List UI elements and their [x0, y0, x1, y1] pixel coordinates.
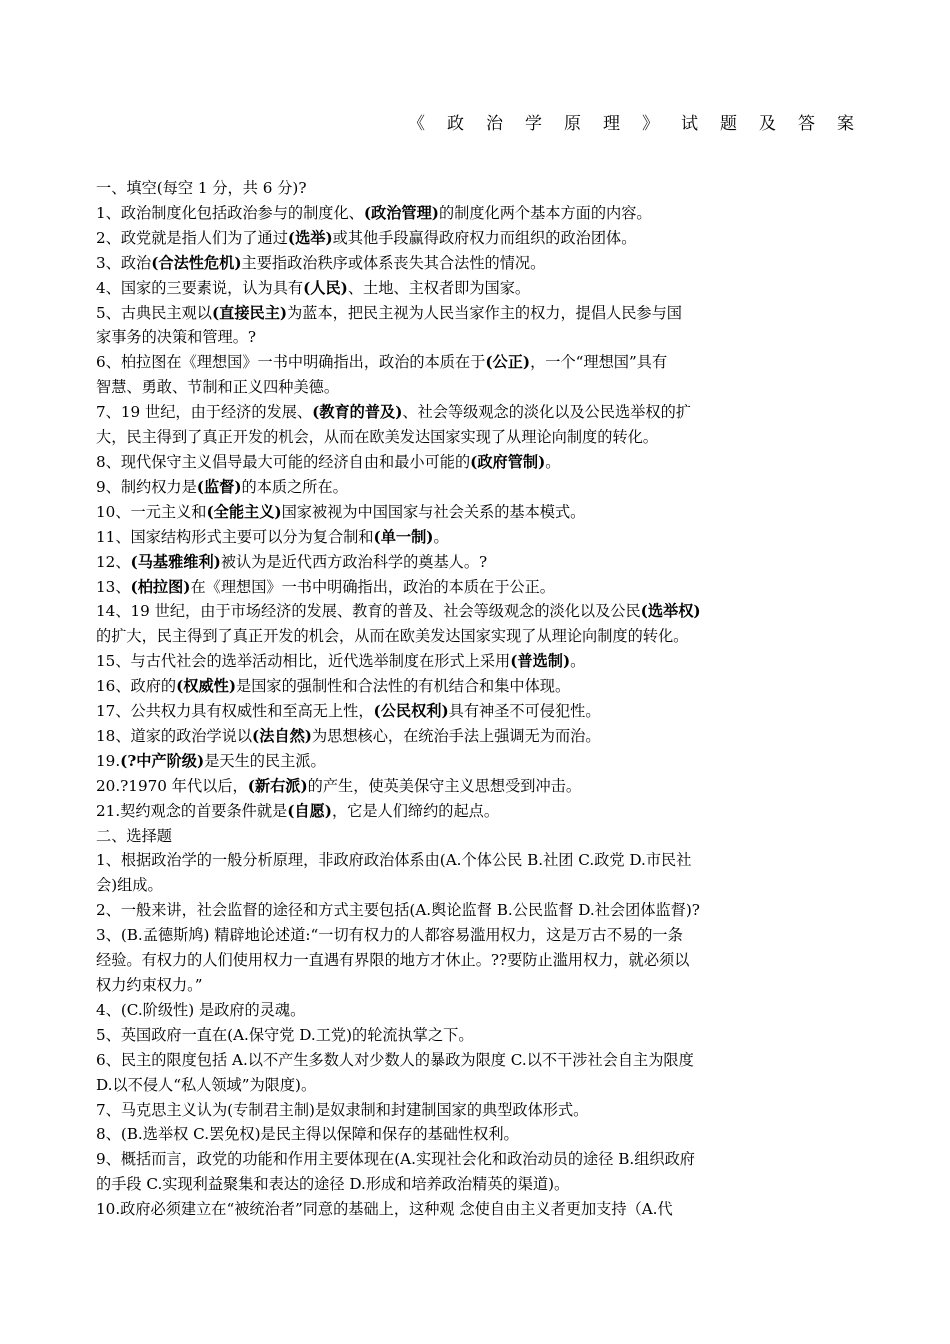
line-text: 为思想核心，在统治手法上强调无为而治。	[311, 726, 601, 745]
text-line	[96, 973, 854, 998]
text-line	[96, 251, 854, 276]
line-text: 的手段 C.实现利益聚集和表达的途径 D.形成和培养政治精英的渠道)。	[96, 1175, 570, 1194]
answer-text: (选举)	[287, 228, 333, 247]
line-text: 4、国家的三要素说，认为具有	[96, 278, 304, 297]
line-text: 6、民主的限度包括 A.以不产生多数人对少数人的暴政为限度 C.以不干涉社会自主为限度	[96, 1050, 694, 1069]
line-text: 。	[570, 652, 586, 671]
line-text: 大，民主得到了真正开发的机会，从而在欧美发达国家实现了从理论向制度的转化。	[96, 428, 658, 447]
answer-text: (权威性)	[176, 677, 237, 696]
line-text: 。	[433, 527, 449, 546]
answer-text: (人民)	[303, 278, 348, 297]
line-text: 11、国家结构形式主要可以分为复合制和	[96, 527, 374, 546]
answer-text: (政府管制)	[470, 452, 546, 471]
line-text: 1、政治制度化包括政治参与的制度化、	[96, 203, 364, 222]
line-text: 、社会等级观念的淡化以及公民选举权的扩	[402, 403, 691, 422]
answer-text: (全能主义)	[206, 502, 282, 521]
text-line	[96, 649, 854, 674]
text-line	[96, 375, 854, 400]
text-line	[96, 799, 854, 824]
line-text: D.以不侵人“私人领域”为限度)。	[96, 1075, 317, 1094]
text-line	[96, 201, 854, 226]
text-line	[96, 824, 854, 849]
text-line	[96, 599, 854, 624]
text-line	[96, 400, 854, 425]
line-text: 3、政治	[96, 253, 152, 272]
line-text: 1、根据政治学的一般分析原理，非政府政治体系由(A.个体公民 B.社团 C.政党 D.市民社	[96, 851, 692, 870]
text-line	[96, 350, 854, 375]
line-text: 2、一般来讲，社会监督的途径和方式主要包括(A.舆论监督 B.公民监督 D.社会团体监督)?	[96, 901, 700, 920]
answer-text: (法自然)	[252, 726, 312, 745]
line-text: 的扩大，民主得到了真正开发的机会，从而在欧美发达国家实现了从理论向制度的转化。	[96, 627, 689, 646]
answer-text: (?中产阶级)	[120, 751, 205, 770]
line-text: 国家被视为中国国家与社会关系的基本模式。	[281, 502, 586, 521]
answer-text: (公民权利)	[373, 702, 449, 721]
line-text: 为蓝本，把民主视为人民当家作主的权力，提倡人民参与国	[287, 303, 682, 322]
text-line	[96, 475, 854, 500]
text-line	[96, 550, 854, 575]
line-text: 智慧、勇敢、节制和正义四种美德。	[96, 378, 339, 397]
line-text: 经验。有权力的人们使用权力一直遇有界限的地方才休止。??要防止滥用权力，就必须以	[96, 951, 690, 970]
line-text: 13、	[96, 577, 131, 596]
line-text: 的制度化两个基本方面的内容。	[438, 203, 652, 222]
text-line	[96, 176, 854, 201]
text-line	[96, 1122, 854, 1147]
line-text: 8、(B.选举权 C.罢免权)是民主得以保障和保存的基础性权利。	[96, 1125, 519, 1144]
text-line	[96, 898, 854, 923]
line-text: 12、	[96, 552, 131, 571]
text-line	[96, 575, 854, 600]
line-text: 一、填空(每空 1 分，共 6 分)?	[96, 179, 307, 197]
answer-text: (教育的普及)	[312, 403, 403, 422]
text-line	[96, 425, 854, 450]
text-line	[96, 873, 854, 898]
line-text: 8、现代保守主义倡导最大可能的经济自由和最小可能的	[96, 452, 471, 471]
line-text: 9、概括而言，政党的功能和作用主要体现在(A.实现社会化和政治动员的途径 B.组织政府	[96, 1150, 695, 1169]
text-line	[96, 1172, 854, 1197]
text-line	[96, 923, 854, 948]
line-text: 。	[545, 452, 561, 471]
line-text: 会)组成。	[96, 876, 163, 895]
text-line	[96, 1023, 854, 1048]
line-text: 是天生的民主派。	[204, 751, 326, 770]
answer-text: (单一制)	[373, 527, 434, 546]
text-line	[96, 948, 854, 973]
answer-text: (合法性危机)	[151, 253, 242, 272]
line-text: 在《理想国》一书中明确指出，政治的本质在于公正。	[190, 577, 555, 596]
line-text: 14、19 世纪，由于市场经济的发展、教育的普及、社会等级观念的淡化以及公民	[96, 602, 641, 621]
line-text: 3、(B.孟德斯鸠) 精辟地论述道:“一切有权力的人都容易滥用权力，这是万古不易的一条	[96, 926, 683, 945]
line-text: 具有神圣不可侵犯性。	[448, 702, 601, 721]
line-text: 4、(C.阶级性) 是政府的灵魂。	[96, 1000, 306, 1019]
line-text: 家事务的决策和管理。?	[96, 328, 257, 347]
line-text: 17、公共权力具有权威性和至高无上性，	[96, 702, 374, 721]
text-line	[96, 998, 854, 1023]
answer-text: (新右派)	[247, 776, 308, 795]
line-text: 的产生，使英美保守主义思想受到冲击。	[307, 776, 582, 795]
text-line	[96, 848, 854, 873]
answer-text: (公正)	[485, 353, 531, 372]
text-line	[96, 325, 854, 350]
line-text: 权力约束权力。”	[96, 976, 203, 994]
text-line	[96, 525, 854, 550]
document-title: 《政治学原理》试题及答案	[408, 114, 876, 134]
line-text: 21.契约观念的首要条件就是	[96, 801, 288, 820]
line-text: ，一个“理想国”具有	[530, 353, 668, 372]
document-body	[96, 176, 854, 1222]
line-text: ，它是人们缔约的起点。	[331, 801, 500, 820]
line-text: 的本质之所在。	[241, 477, 348, 496]
line-text: 二、选择题	[96, 826, 172, 845]
line-text: 16、政府的	[96, 677, 177, 696]
line-text: 7、马克思主义认为(专制君主制)是奴隶制和封建制国家的典型政体形式。	[96, 1100, 589, 1119]
answer-text: (监督)	[196, 477, 242, 496]
text-line	[96, 1073, 854, 1098]
text-line	[96, 699, 854, 724]
text-line	[96, 774, 854, 799]
text-line	[96, 624, 854, 649]
answer-text: (普选制)	[510, 652, 571, 671]
line-text: 被认为是近代西方政治科学的奠基人。?	[220, 552, 488, 571]
line-text: 、土地、主权者即为国家。	[347, 278, 531, 297]
line-text: 5、英国政府一直在(A.保守党 D.工党)的轮流执掌之下。	[96, 1025, 474, 1044]
text-line	[96, 1098, 854, 1123]
answer-text: (马基雅维利)	[130, 552, 221, 571]
text-line	[96, 276, 854, 301]
line-text: 或其他手段赢得政府权力而组织的政治团体。	[332, 228, 637, 247]
line-text: 15、与古代社会的选举活动相比，近代选举制度在形式上采用	[96, 652, 511, 671]
line-text: 主要指政治秩序或体系丧失其合法性的情况。	[241, 253, 546, 272]
text-line	[96, 1147, 854, 1172]
text-line	[96, 1048, 854, 1073]
line-text: 20.?1970 年代以后，	[96, 776, 248, 795]
line-text: 19.	[96, 751, 121, 770]
answer-text: (自愿)	[287, 801, 332, 820]
line-text: 5、古典民主观以	[96, 303, 212, 322]
line-text: 是国家的强制性和合法性的有机结合和集中体现。	[236, 677, 571, 696]
text-line	[96, 500, 854, 525]
text-line	[96, 226, 854, 251]
answer-text: (选举权)	[640, 602, 701, 621]
line-text: 18、道家的政治学说以	[96, 726, 253, 745]
answer-text: (柏拉图)	[130, 577, 191, 596]
line-text: 2、政党就是指人们为了通过	[96, 228, 288, 247]
text-line	[96, 301, 854, 326]
answer-text: (直接民主)	[211, 303, 288, 322]
text-line	[96, 749, 854, 774]
text-line	[96, 1197, 854, 1222]
text-line	[96, 450, 854, 475]
text-line	[96, 724, 854, 749]
text-line	[96, 674, 854, 699]
line-text: 6、柏拉图在《理想国》一书中明确指出，政治的本质在于	[96, 353, 486, 372]
answer-text: (政治管理)	[363, 203, 439, 222]
line-text: 7、19 世纪，由于经济的发展、	[96, 403, 313, 422]
line-text: 10、一元主义和	[96, 502, 207, 521]
line-text: 10.政府必须建立在“被统治者”同意的基础上，这种观 念使自由主义者更加支持（A.代	[96, 1200, 673, 1219]
line-text: 9、制约权力是	[96, 477, 197, 496]
